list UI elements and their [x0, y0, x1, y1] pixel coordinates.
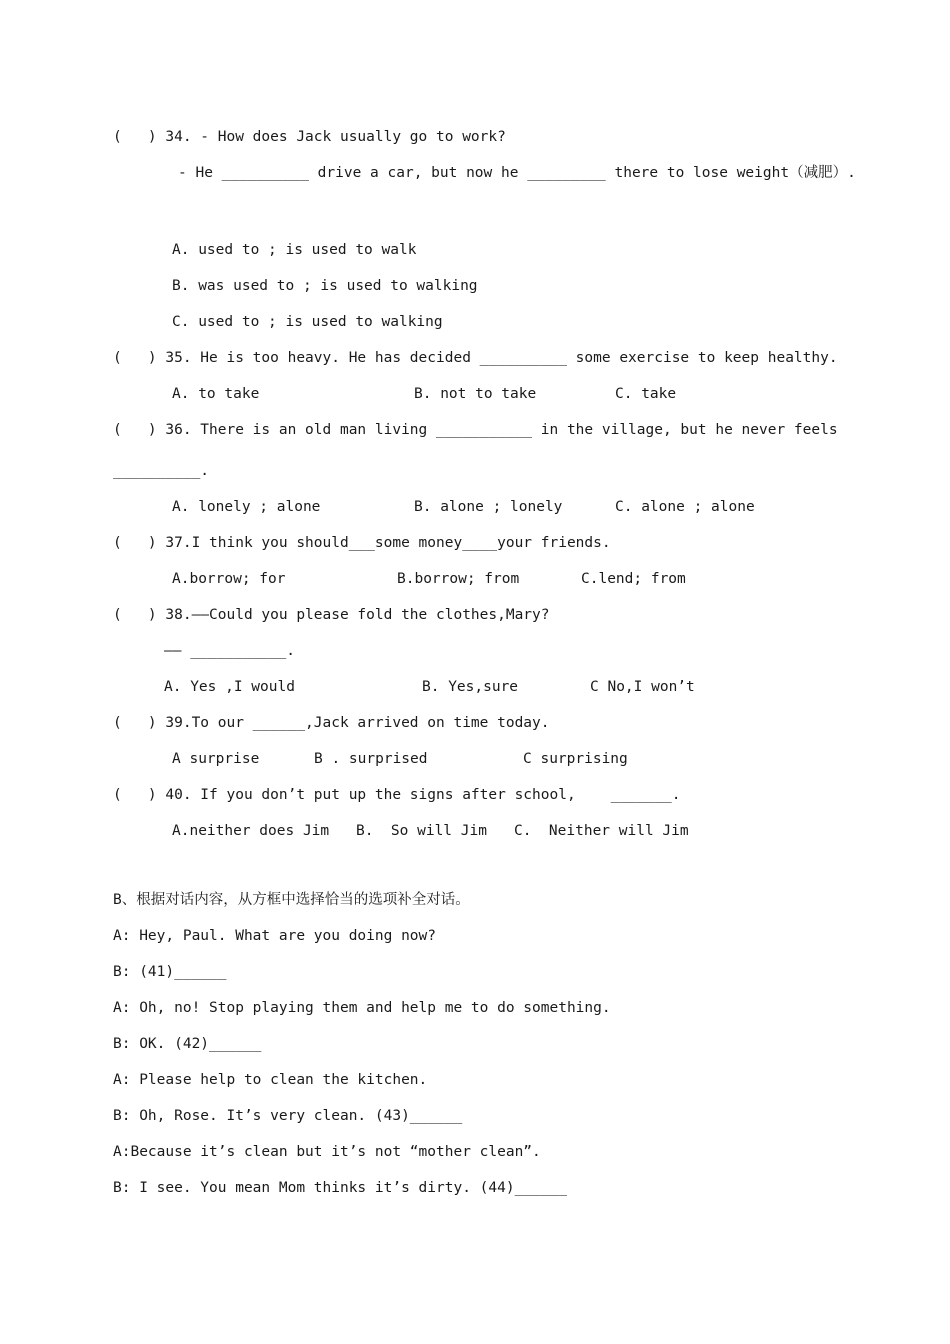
q38-stem: ( ) 38.——Could you please fold the clothes,Mary?	[113, 607, 550, 623]
q36-option-a: A. lonely ; alone	[172, 499, 321, 515]
q36-option-b: B. alone ; lonely	[414, 499, 563, 515]
q40-option-c: C. Neither will Jim	[514, 823, 689, 839]
q35-option-a: A. to take	[172, 386, 260, 402]
q34-line2: - He __________ drive a car, but now he _________ there to lose weight（减肥）.	[178, 165, 856, 181]
q35-stem: ( ) 35. He is too heavy. He has decided __________ some exercise to keep healthy.	[113, 350, 838, 366]
q40-stem: ( ) 40. If you don’t put up the signs after school, _______.	[113, 787, 681, 803]
q37-option-b: B.borrow; from	[397, 571, 520, 587]
q35-option-b: B. not to take	[414, 386, 537, 402]
dialogue-line: A: Oh, no! Stop playing them and help me to do something.	[113, 1000, 611, 1016]
q34-stem: ( ) 34. - How does Jack usually go to work?	[113, 129, 506, 145]
q38-option-b: B. Yes,sure	[422, 679, 519, 695]
q40-option-a: A.neither does Jim	[172, 823, 330, 839]
q39-option-c: C surprising	[523, 751, 628, 767]
q37-stem: ( ) 37.I think you should___some money____your friends.	[113, 535, 611, 551]
q40-option-b: B. So will Jim	[356, 823, 487, 839]
dialogue-line: B: (41)______	[113, 964, 227, 980]
q37-option-c: C.lend; from	[581, 571, 686, 587]
q35-option-c: C. take	[615, 386, 677, 402]
dialogue-line: B: OK. (42)______	[113, 1036, 262, 1052]
dialogue-line: A: Please help to clean the kitchen.	[113, 1072, 428, 1088]
q38-line2: —— ___________.	[164, 643, 295, 659]
section-b-heading: B、根据对话内容，从方框中选择恰当的选项补全对话。	[113, 892, 470, 908]
q34-option-b: B. was used to ; is used to walking	[172, 278, 478, 294]
dialogue-line: B: I see. You mean Mom thinks it’s dirty. (44)______	[113, 1180, 567, 1196]
q38-option-c: C No,I won’t	[590, 679, 695, 695]
q36-option-c: C. alone ; alone	[615, 499, 755, 515]
q34-option-a: A. used to ; is used to walk	[172, 242, 417, 258]
q38-option-a: A. Yes ,I would	[164, 679, 295, 695]
dialogue-line: A:Because it’s clean but it’s not “mother clean”.	[113, 1144, 541, 1160]
q39-option-a: A surprise	[172, 751, 260, 767]
q39-option-b: B . surprised	[314, 751, 428, 767]
q39-stem: ( ) 39.To our ______,Jack arrived on time today.	[113, 715, 550, 731]
q34-option-c: C. used to ; is used to walking	[172, 314, 443, 330]
q36-line2: __________.	[113, 463, 210, 479]
dialogue-line: B: Oh, Rose. It’s very clean. (43)______	[113, 1108, 463, 1124]
dialogue-line: A: Hey, Paul. What are you doing now?	[113, 928, 437, 944]
q36-stem: ( ) 36. There is an old man living ___________ in the village, but he never feels	[113, 422, 838, 438]
q37-option-a: A.borrow; for	[172, 571, 286, 587]
